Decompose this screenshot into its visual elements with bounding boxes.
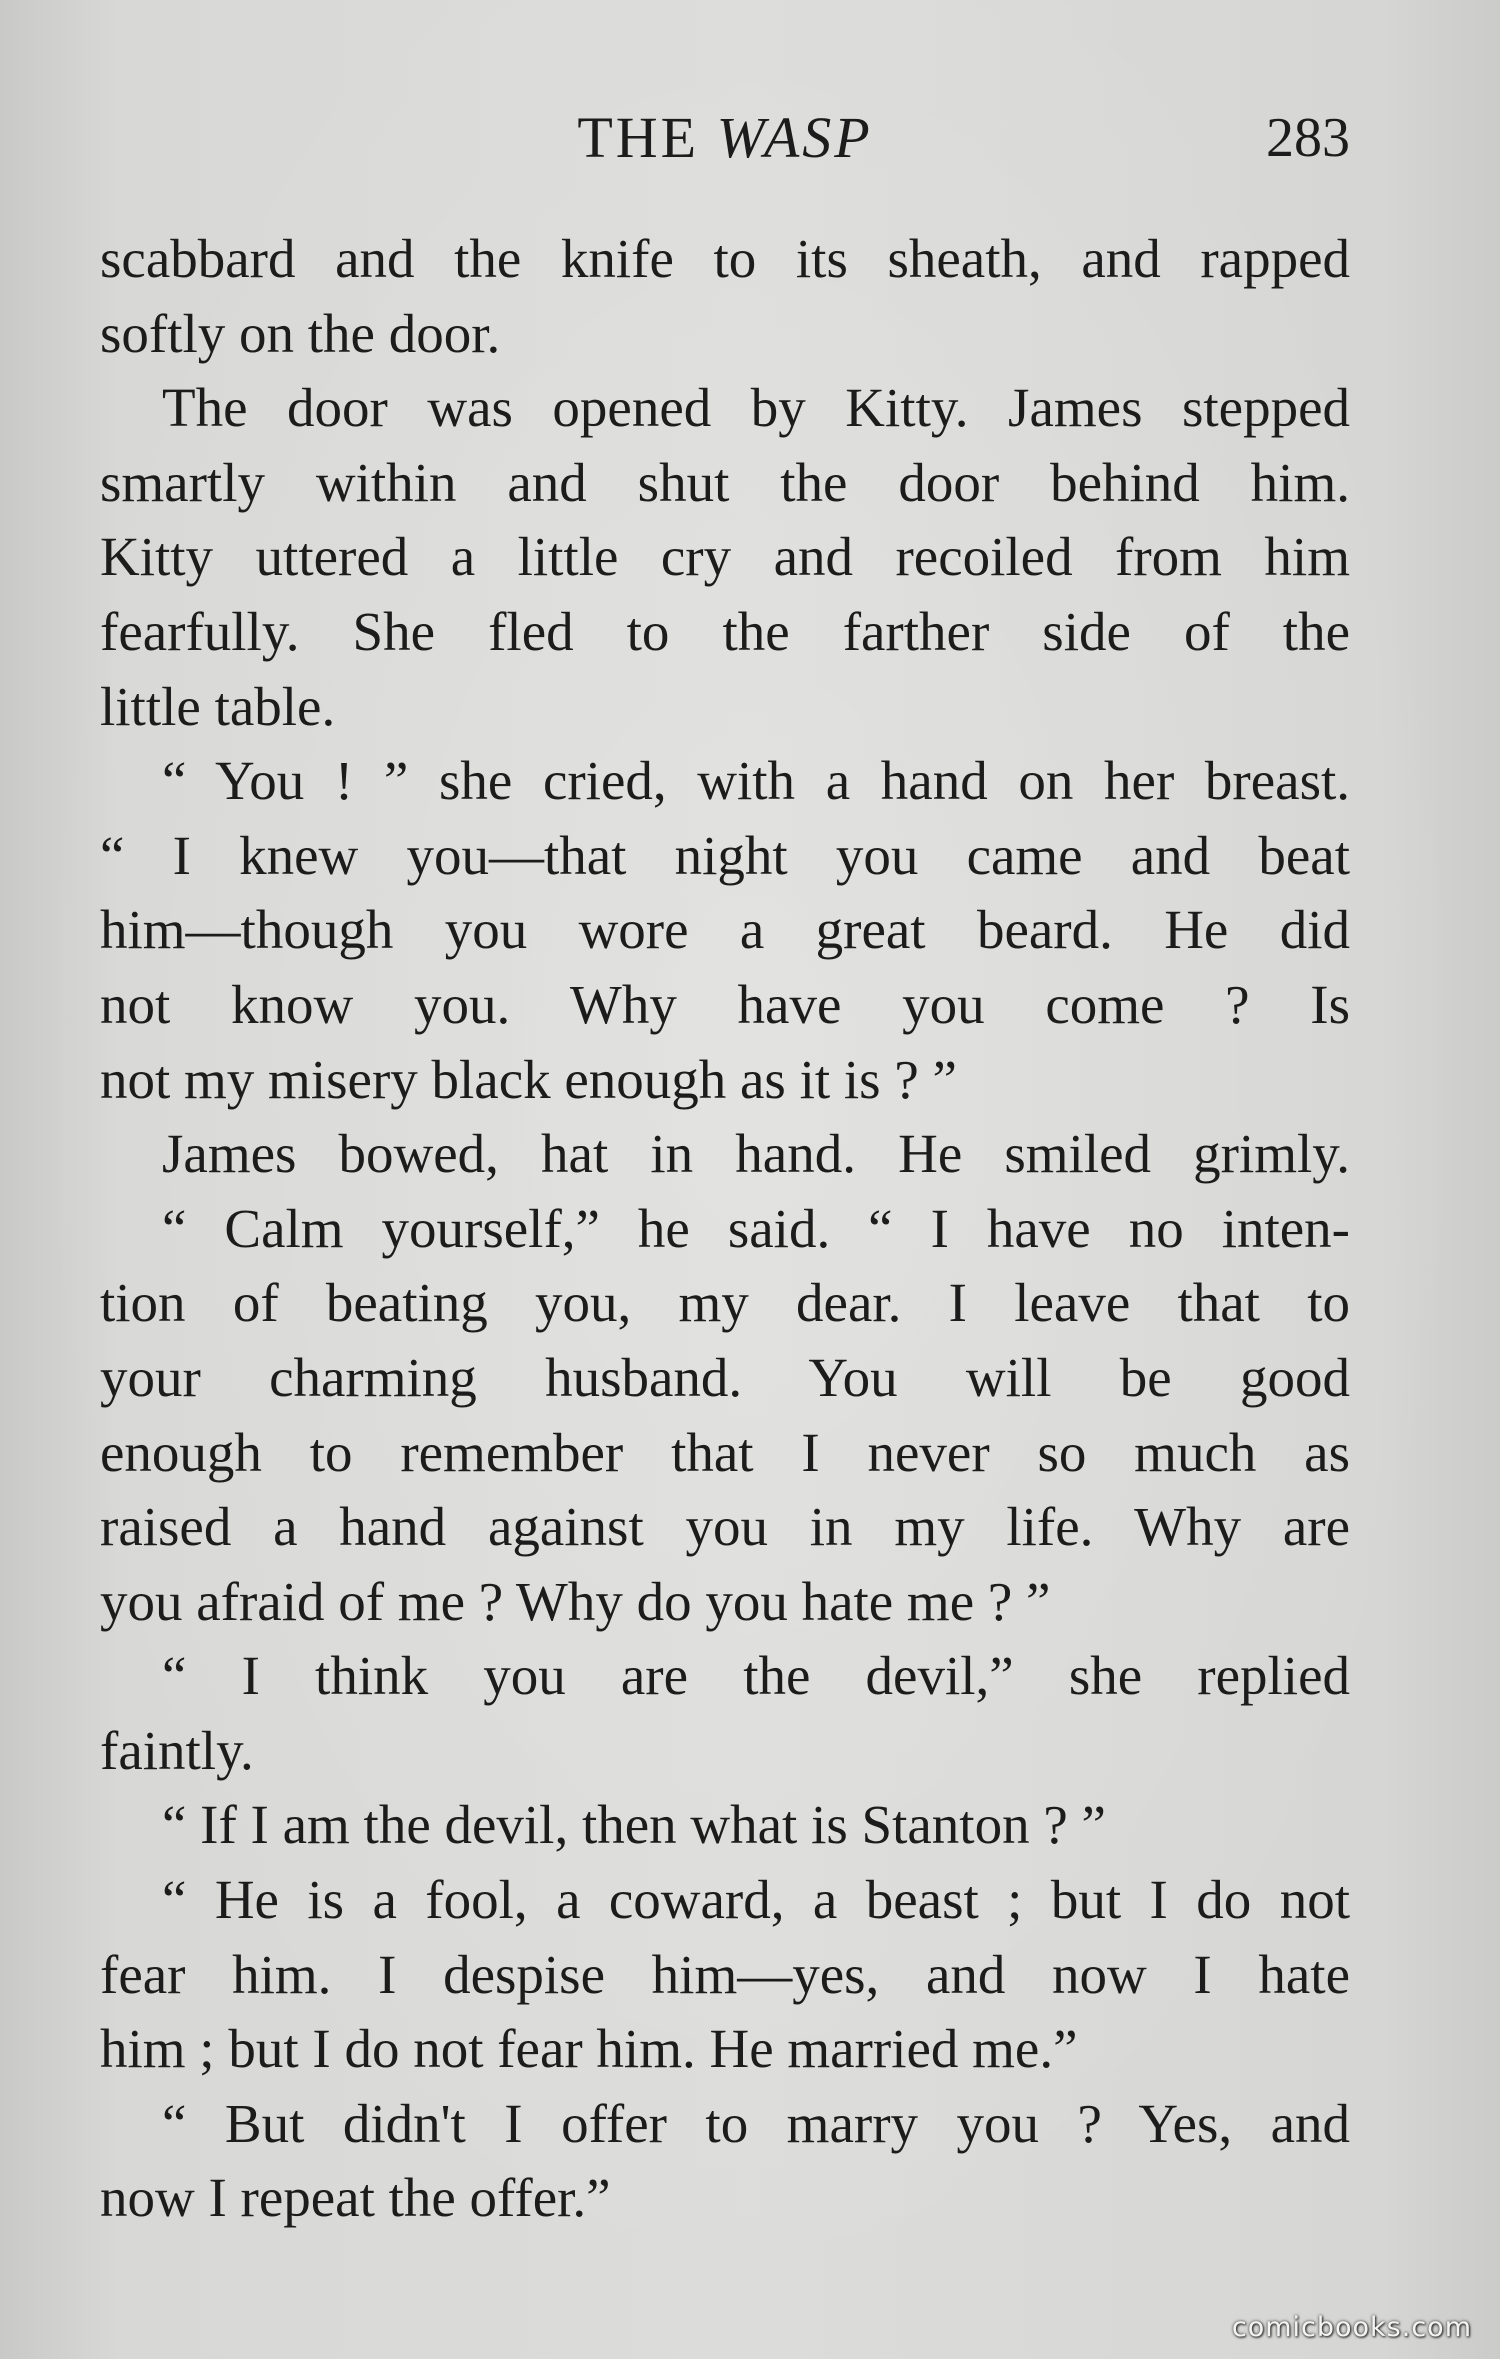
text-line: “ I think you are the devil,” she replied [162,1645,1350,1707]
text-line: him ; but I do not fear him. He married me.” [100,2018,1078,2080]
running-title-prefix: THE [577,105,717,170]
text-line: “ But didn't I offer to marry you ? Yes, and [162,2092,1350,2154]
running-title [100,98,1350,178]
text-line: “ Calm yourself,” he said. “ I have no inten- [162,1197,1350,1259]
text-line: fearfully. She fled to the farther side of the [100,600,1350,662]
text-line: softly on the door. [100,302,501,364]
text-line: raised a hand against you in my life. Why are [100,1496,1350,1558]
text-line: smartly within and shut the door behind him. [100,451,1350,513]
text-line: enough to remember that I never so much as [100,1421,1350,1483]
text-line: now I repeat the offer.” [100,2167,611,2229]
text-line: your charming husband. You will be good [100,1346,1350,1408]
text-line: you afraid of me ? Why do you hate me ? ” [100,1570,1051,1632]
text-line: “ If I am the devil, then what is Stanton ? ” [162,1794,1106,1856]
text-line: not know you. Why have you come ? Is [100,973,1350,1035]
text-line: “ You ! ” she cried, with a hand on her breast. [162,750,1350,812]
text-line: Kitty uttered a little cry and recoiled from him [100,526,1350,588]
text-line: tion of beating you, my dear. I leave that to [100,1272,1350,1334]
text-line: little table. [100,675,336,737]
text-line: The door was opened by Kitty. James stepped [162,377,1350,439]
text-line: “ I knew you—that night you came and beat [100,824,1350,886]
watermark: comicbooks.com [1231,2312,1472,2343]
text-line: scabbard and the knife to its sheath, and rapped [100,228,1350,289]
page-header [100,98,1350,178]
text-line: faintly. [100,1719,254,1781]
running-title-italic: WASP [716,105,873,170]
text-line: him—though you wore a great beard. He did [100,899,1350,961]
text-line: “ He is a fool, a coward, a beast ; but I do not [162,1869,1350,1931]
page-number: 283 [1266,107,1350,169]
text-line: James bowed, hat in hand. He smiled grimly. [162,1123,1350,1185]
text-line: fear him. I despise him—yes, and now I hate [100,1943,1350,2005]
text-line: not my misery black enough as it is ? ” [100,1048,957,1110]
body-text [100,222,1350,2236]
